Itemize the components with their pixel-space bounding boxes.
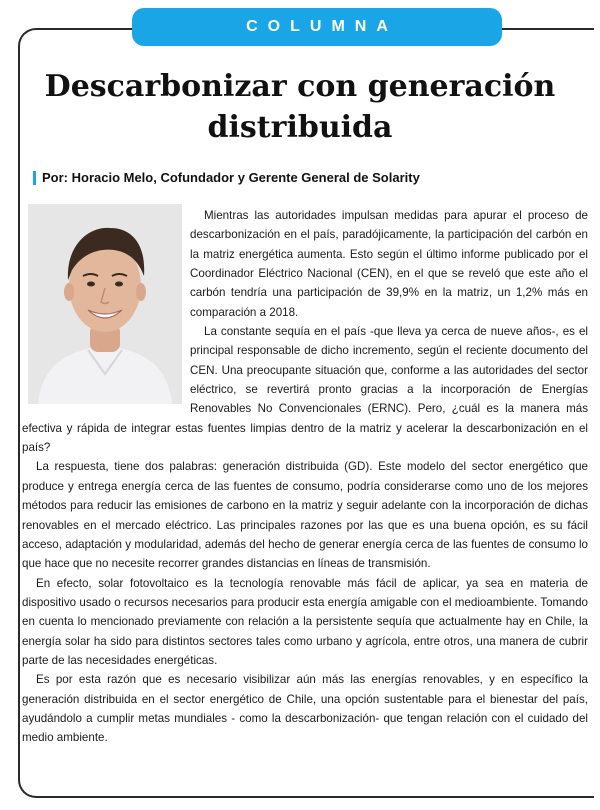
paragraph-1: Mientras las autoridades impulsan medidas para apurar el proceso de descarbonización en el país, paradójicamente, la participación del carbón en la matriz energética aumenta. Esto según el último informe publicado por el Coordinador Eléctrico Nacional (CEN), en el que se reveló que este año el carbón tendría una participación de 39,9% en la matriz, un 1,2% más en comparación a 2018. [190,209,588,319]
paragraph-5: Es por esta razón que es necesario visibilizar aún más las energías renovables, y en específico la generación distribuida en el sector energético de Chile, una opción sustentable para el bienestar del país, ayudándolo a cumplir metas mundiales - como la descarbonización- que tengan relación con el cuidado del medio ambiente. [22,673,588,745]
paragraph-4: En efecto, solar fotovoltaico es la tecnología renovable más fácil de aplicar, ya sea en materia de dispositivo usado o recursos necesarios para producir esta energía amigable con el medioambiente. Tomando en cuenta lo mencionado previamente con relación a la persistente sequía que actualmente hay en Chile, la energía solar ha sido para distintos sectores tales como urbano y agrícola, entre otros, una manera de cubrir parte de las necesidades energéticas. [22,576,588,667]
article-title: Descarbonizar con generación distribuida [44,69,556,145]
paragraph-3: La respuesta, tiene dos palabras: generación distribuida (GD). Este modelo del sector energético que produce y entrega energía cerca de las fuentes de consumo, podría considerarse como uno de los mejores métodos para reducir las emisiones de carbono en la matriz y seguir adelante con la incorporación de dichas renovables en el mercado eléctrico. Las principales razones por las que es una buena opción, es su fácil acceso, adaptación y modularidad, además del hecho de generar energía cerca de las fuentes de consumo lo que hace que no necesite recorrer grandes distancias en líneas de transmisión. [22,460,588,571]
photo-float-spacer [22,206,190,418]
paragraph-2: La constante sequía en el país -que lleva ya cerca de nueve años-, es el principal responsable de dicho incremento, según el reciente documento del CEN. Una preocupante situación que, conforme a las autoridades del sector eléctrico, se revertirá pronto gracias a la incorporación de Energías Renovables No Convencionales (ERNC). Pero, ¿cuál es la manera más efectiva y rápida de integrar estas fuentes limpias dentro de la matriz y acelerar la descarbonización en el país? [22,325,588,455]
byline-accent-bar [33,171,36,185]
article-body [22,206,588,748]
byline [33,170,583,185]
section-tag: COLUMNA [132,8,502,46]
byline-text: Por: Horacio Melo, Cofundador y Gerente General de Solarity [42,170,420,185]
